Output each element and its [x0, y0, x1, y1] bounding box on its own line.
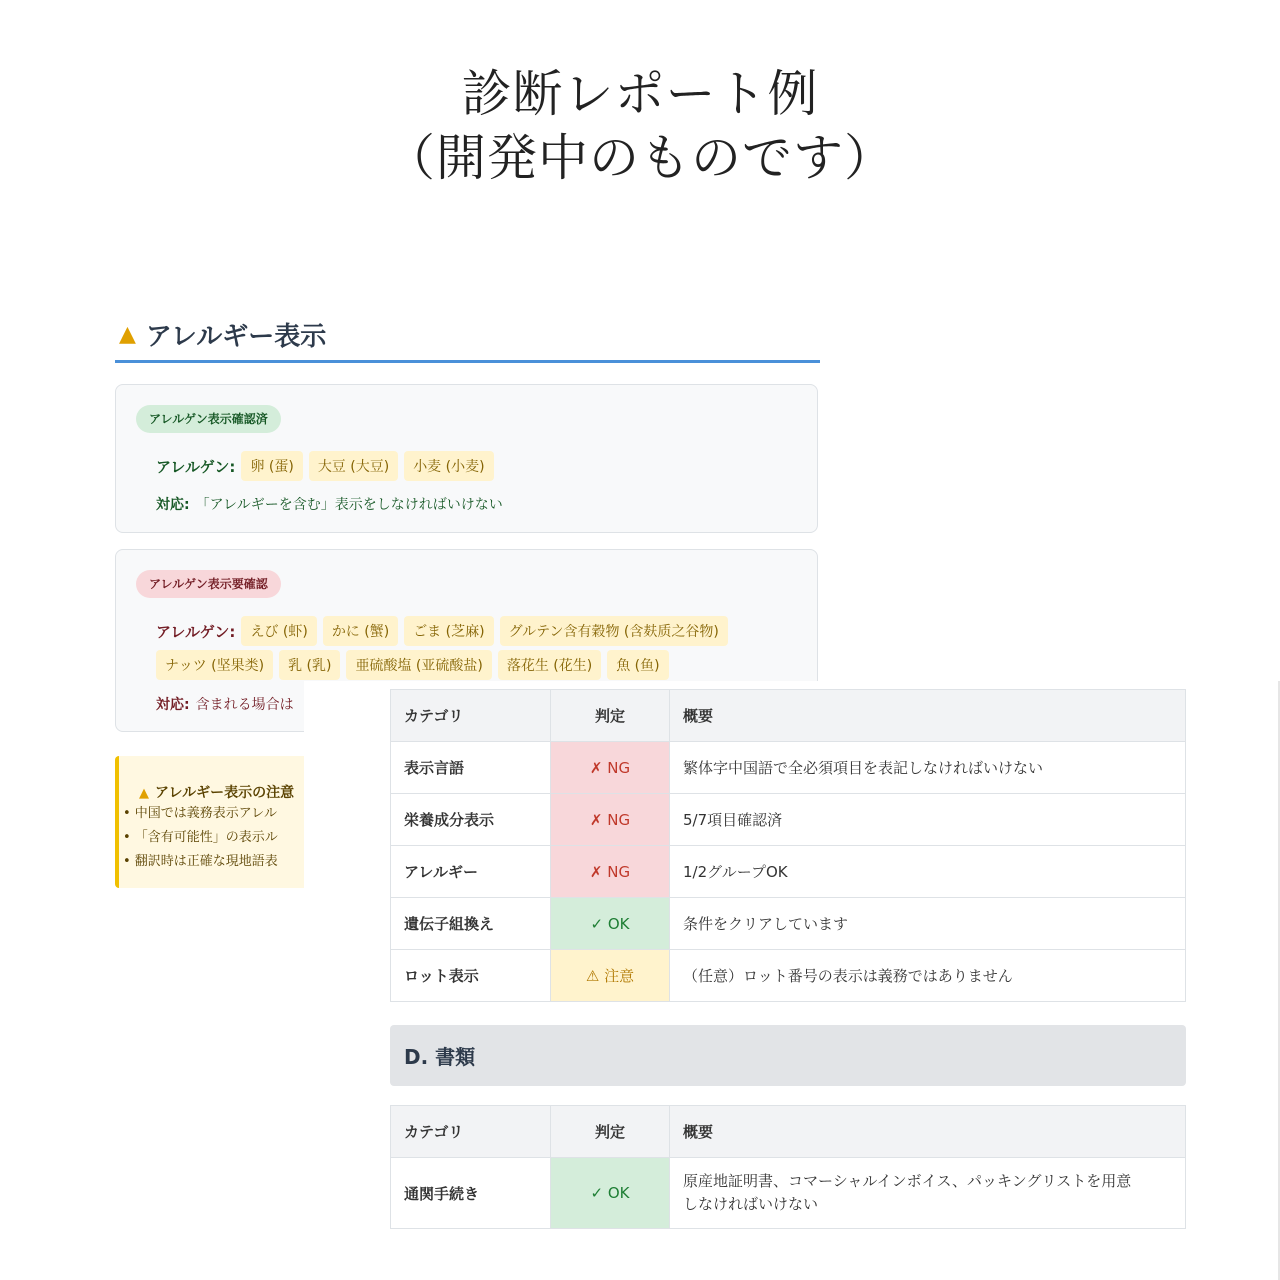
- warning-icon: ▲: [119, 321, 136, 347]
- note-title-text: アレルギー表示の注意: [155, 785, 295, 801]
- allergen-chip: かに (蟹): [323, 616, 398, 646]
- table-header-row: [391, 690, 1186, 742]
- table-header-row: [391, 1106, 1186, 1158]
- header-category: カテゴリ: [391, 1106, 551, 1158]
- allergen-list: [156, 616, 734, 646]
- row-status: ✗ NG: [551, 794, 670, 846]
- row-category: 栄養成分表示: [391, 794, 551, 846]
- action-text: 「アレルギーを含む」表示をしなければいけない: [195, 497, 503, 513]
- row-category: ロット表示: [391, 950, 551, 1002]
- allergen-chip: グルテン含有穀物 (含麸质之谷物): [500, 616, 728, 646]
- allergen-chip: 小麦 (小麦): [404, 451, 493, 481]
- row-summary-line2: しなければいけない: [683, 1195, 819, 1213]
- action-label: 対応:: [156, 697, 190, 713]
- table-row: [391, 794, 1186, 846]
- row-summary: [670, 1158, 1186, 1229]
- allergen-chip: 落花生 (花生): [498, 650, 601, 680]
- section-d-title: D. 書類: [404, 1045, 476, 1069]
- action-text: 含まれる場合は: [195, 697, 294, 713]
- allergen-chip: 卵 (蛋): [241, 451, 302, 481]
- row-status: ✓ OK: [551, 1158, 670, 1229]
- table-row: [391, 846, 1186, 898]
- allergen-action: [156, 694, 294, 714]
- action-label: 対応:: [156, 497, 190, 513]
- note-item: • 「含有可能性」の表示ル: [123, 830, 278, 845]
- header-summary: 概要: [670, 690, 1186, 742]
- row-status: ✗ NG: [551, 742, 670, 794]
- row-category: アレルギー: [391, 846, 551, 898]
- table-row: [391, 1158, 1186, 1229]
- allergen-list-row2: [156, 650, 675, 680]
- allergen-chip: ナッツ (坚果类): [156, 650, 273, 680]
- summary-panel: [304, 681, 1280, 1280]
- allergen-chip: 魚 (鱼): [607, 650, 668, 680]
- table-row: [391, 742, 1186, 794]
- page-title-line2: （開発中のものです）: [385, 129, 895, 187]
- table-row: [391, 898, 1186, 950]
- row-summary-line1: 原産地証明書、コマーシャルインボイス、パッキングリストを用意: [683, 1172, 1132, 1190]
- section-d-header: [390, 1025, 1186, 1086]
- row-category: 遺伝子組換え: [391, 898, 551, 950]
- row-category: 表示言語: [391, 742, 551, 794]
- row-summary: 繁体字中国語で全必須項目を表記しなければいけない: [670, 742, 1186, 794]
- documents-table: [390, 1105, 1186, 1229]
- allergen-confirmed-badge: アレルゲン表示確認済: [136, 405, 281, 433]
- allergy-section-header: [115, 308, 820, 363]
- allergen-chip: 亜硫酸塩 (亚硫酸盐): [346, 650, 491, 680]
- warning-icon: ▲: [139, 786, 149, 801]
- note-item: • 翻訳時は正確な現地語表: [123, 854, 278, 869]
- allergen-needs-check-badge: アレルゲン表示要確認: [136, 570, 281, 598]
- row-summary: 5/7項目確認済: [670, 794, 1186, 846]
- note-item: • 中国では義務表示アレル: [123, 806, 277, 821]
- page-title: [0, 62, 1280, 190]
- row-category: 通関手続き: [391, 1158, 551, 1229]
- allergen-chip: えび (虾): [241, 616, 316, 646]
- allergen-label: アレルゲン:: [156, 622, 236, 641]
- header-status: 判定: [551, 690, 670, 742]
- note-title: [139, 782, 315, 802]
- row-status: ✓ OK: [551, 898, 670, 950]
- summary-table: [390, 689, 1186, 1002]
- allergen-chip: 乳 (乳): [279, 650, 340, 680]
- allergen-chip: ごま (芝麻): [404, 616, 493, 646]
- table-row: [391, 950, 1186, 1002]
- row-summary: 1/2グループOK: [670, 846, 1186, 898]
- header-summary: 概要: [670, 1106, 1186, 1158]
- allergen-confirmed-card: [115, 384, 818, 533]
- row-status: ⚠ 注意: [551, 950, 670, 1002]
- page-title-line1: 診断レポート例: [461, 65, 819, 123]
- row-summary: 条件をクリアしています: [670, 898, 1186, 950]
- allergy-section-title: アレルギー表示: [145, 321, 327, 352]
- row-status: ✗ NG: [551, 846, 670, 898]
- header-status: 判定: [551, 1106, 670, 1158]
- allergen-action: [156, 494, 503, 514]
- allergen-label: アレルゲン:: [156, 457, 236, 476]
- row-summary: （任意）ロット番号の表示は義務ではありません: [670, 950, 1186, 1002]
- header-category: カテゴリ: [391, 690, 551, 742]
- allergen-list: [156, 451, 500, 481]
- allergy-note-box: [115, 756, 315, 888]
- allergen-chip: 大豆 (大豆): [309, 451, 398, 481]
